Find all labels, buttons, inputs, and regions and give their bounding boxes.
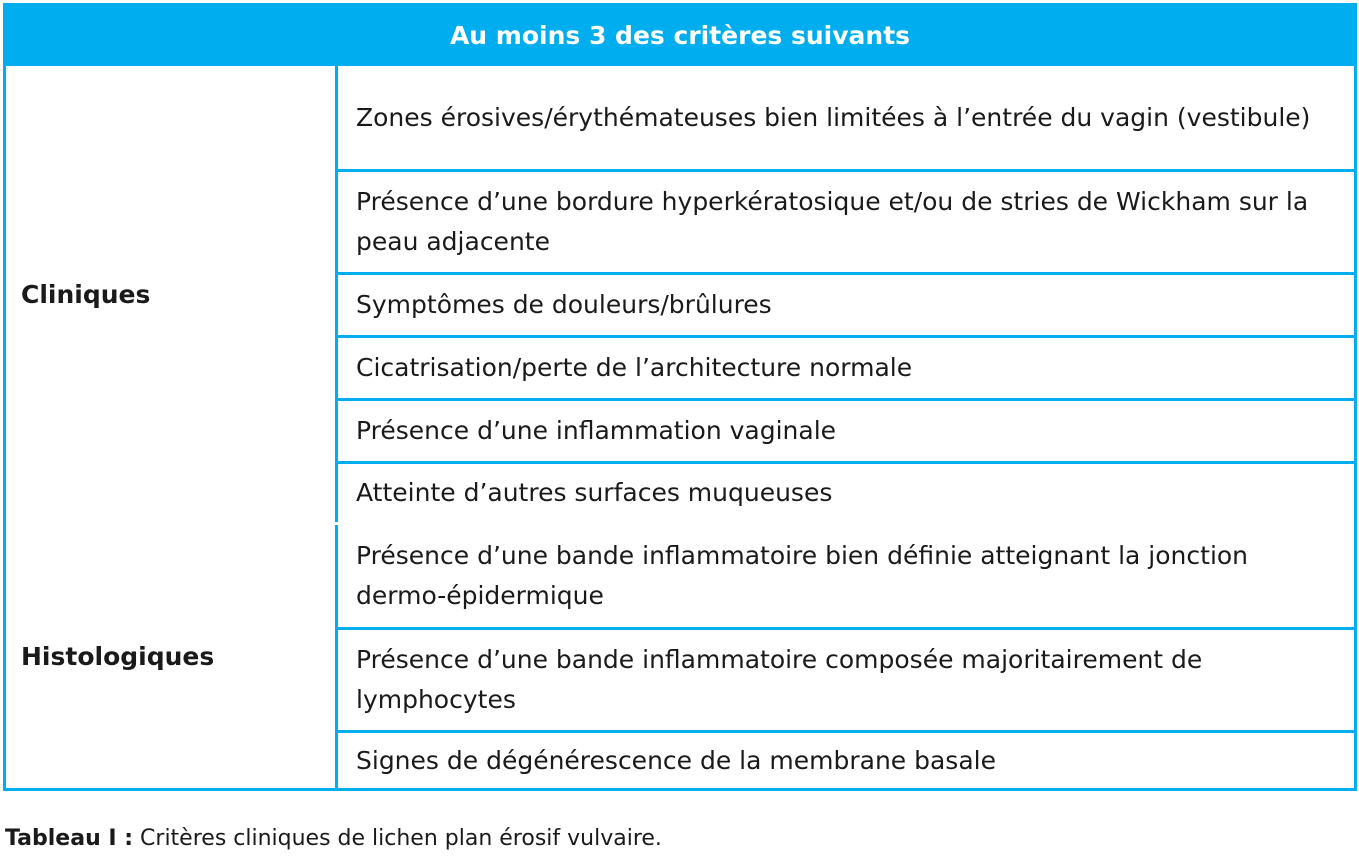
criterion-row: Présence d’une bordure hyperkératosique et/ou de stries de Wickham sur la peau adjacente xyxy=(338,169,1354,272)
caption-text: Critères cliniques de lichen plan érosif vulvaire. xyxy=(133,826,662,851)
criterion-row: Signes de dégénérescence de la membrane basale xyxy=(338,730,1354,788)
criterion-row: Atteinte d’autres surfaces muqueuses xyxy=(338,461,1354,522)
table-header: Au moins 3 des critères suivants xyxy=(3,3,1357,66)
criterion-row: Symptômes de douleurs/brûlures xyxy=(338,272,1354,335)
group-label-histologiques: Histologiques xyxy=(6,525,338,788)
criterion-row: Cicatrisation/perte de l’architecture normale xyxy=(338,335,1354,398)
criteria-list-cliniques xyxy=(338,66,1354,522)
caption-label: Tableau I : xyxy=(5,826,134,851)
criterion-row: Zones érosives/érythémateuses bien limitées à l’entrée du vagin (vestibule) xyxy=(356,102,1311,132)
criteria-list-histologiques xyxy=(338,525,1354,788)
criteria-table xyxy=(3,3,1357,791)
criterion-row: Présence d’une inflammation vaginale xyxy=(338,398,1354,461)
group-label-cliniques: Cliniques xyxy=(6,66,338,522)
criterion-row: Présence d’une bande inflammatoire composée majoritairement de lymphocytes xyxy=(338,627,1354,730)
criterion-row: Présence d’une bande inflammatoire bien définie atteignant la jonction dermo-épidermique xyxy=(356,541,1249,610)
table-caption xyxy=(5,826,662,851)
